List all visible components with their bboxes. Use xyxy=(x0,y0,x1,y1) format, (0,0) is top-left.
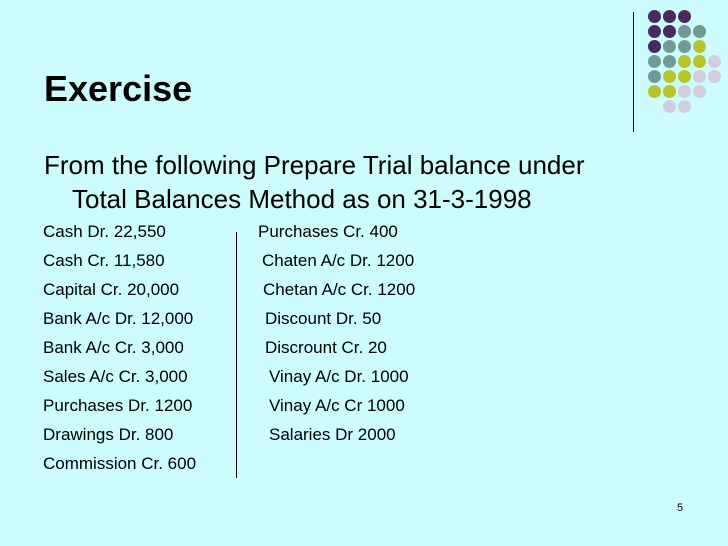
decorative-dot xyxy=(708,55,721,68)
decorative-dot xyxy=(678,100,691,113)
decorative-dot xyxy=(678,55,691,68)
entry-right: Vinay A/c Cr 1000 xyxy=(269,396,405,415)
entry-left: Sales A/c Cr. 3,000 xyxy=(43,367,188,386)
decorative-dot xyxy=(678,10,691,23)
entry-right: Vinay A/c Dr. 1000 xyxy=(269,367,409,386)
column-separator xyxy=(236,232,237,478)
entry-right: Salaries Dr 2000 xyxy=(269,425,396,444)
decorative-dot xyxy=(663,55,676,68)
decorative-dot xyxy=(678,40,691,53)
subtitle-line-2: Total Balances Method as on 31-3-1998 xyxy=(72,184,532,214)
entry-right: Chaten A/c Dr. 1200 xyxy=(262,251,415,270)
decorative-dot xyxy=(648,40,661,53)
decorative-dot xyxy=(693,85,706,98)
decorative-dot xyxy=(693,55,706,68)
slide-title: Exercise xyxy=(44,68,193,109)
decorative-dot xyxy=(693,40,706,53)
entry-right: Discount Dr. 50 xyxy=(265,309,382,328)
entry-left: Bank A/c Cr. 3,000 xyxy=(43,338,184,357)
decorative-dot-grid xyxy=(645,10,725,110)
entry-left: Purchases Dr. 1200 xyxy=(43,396,193,415)
slide-subtitle xyxy=(44,148,684,216)
decorative-dot xyxy=(678,70,691,83)
decorative-dot xyxy=(663,25,676,38)
decorative-dot xyxy=(693,25,706,38)
entry-left: Cash Dr. 22,550 xyxy=(43,222,166,241)
decorative-dot xyxy=(648,25,661,38)
page-number: 5 xyxy=(677,502,684,514)
entry-left: Capital Cr. 20,000 xyxy=(43,280,180,299)
decorative-dot xyxy=(648,70,661,83)
decorative-dot xyxy=(693,70,706,83)
decorative-dot xyxy=(678,25,691,38)
decorative-dot xyxy=(708,70,721,83)
entry-right: Purchases Cr. 400 xyxy=(258,222,398,241)
decorative-dot xyxy=(648,10,661,23)
subtitle-line-1: From the following Prepare Trial balance under xyxy=(44,150,585,180)
decorative-dot xyxy=(663,40,676,53)
entry-left: Drawings Dr. 800 xyxy=(43,425,174,444)
entry-right: Discrount Cr. 20 xyxy=(265,338,387,357)
decorative-dot xyxy=(648,55,661,68)
decorative-dot xyxy=(663,70,676,83)
decorative-dot xyxy=(663,100,676,113)
entry-right: Chetan A/c Cr. 1200 xyxy=(263,280,416,299)
entry-left: Cash Cr. 11,580 xyxy=(43,251,165,270)
decorative-dot xyxy=(663,10,676,23)
entry-left: Commission Cr. 600 xyxy=(43,454,197,473)
decorative-dot xyxy=(678,85,691,98)
entry-left: Bank A/c Dr. 12,000 xyxy=(43,309,194,328)
decorative-vertical-line xyxy=(633,12,634,132)
decorative-dot xyxy=(663,85,676,98)
decorative-dot xyxy=(648,85,661,98)
